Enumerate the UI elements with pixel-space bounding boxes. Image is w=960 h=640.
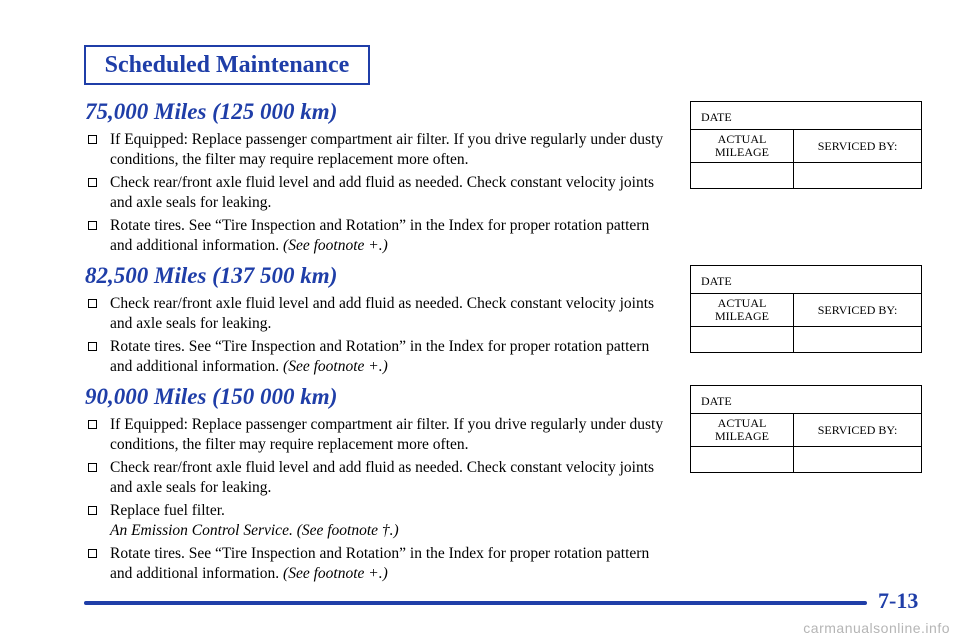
footer-divider bbox=[84, 601, 867, 605]
item-text: Rotate tires. See “Tire Inspection and Rotation” in the Index for proper rotation pattern and additional information. bbox=[110, 338, 650, 375]
log-mileage-entry[interactable] bbox=[691, 327, 794, 352]
item-text: Replace fuel filter. bbox=[110, 502, 225, 519]
checklist-item bbox=[85, 337, 665, 377]
service-log-table bbox=[690, 265, 922, 353]
maintenance-section bbox=[85, 383, 665, 587]
section-title: 82,500 Miles (137 500 km) bbox=[85, 263, 338, 288]
watermark: carmanualsonline.info bbox=[803, 620, 950, 636]
checkbox-icon[interactable] bbox=[88, 342, 97, 351]
log-date-cell[interactable] bbox=[691, 266, 921, 294]
page-title: Scheduled Maintenance bbox=[104, 51, 350, 78]
checkbox-icon[interactable] bbox=[88, 299, 97, 308]
checkbox-icon[interactable] bbox=[88, 463, 97, 472]
checklist-item bbox=[85, 173, 665, 213]
log-serviced-label: SERVICED BY: bbox=[817, 138, 898, 153]
checkbox-icon[interactable] bbox=[88, 178, 97, 187]
checklist-item bbox=[85, 501, 665, 541]
section-title: 75,000 Miles (125 000 km) bbox=[85, 99, 338, 124]
page-number: 7-13 bbox=[878, 588, 919, 613]
checklist-item bbox=[85, 294, 665, 334]
checklist-item bbox=[85, 216, 665, 256]
log-date-label: DATE bbox=[701, 394, 732, 408]
item-text: Rotate tires. See “Tire Inspection and Rotation” in the Index for proper rotation pattern and additional information. bbox=[110, 545, 650, 582]
checkbox-icon[interactable] bbox=[88, 549, 97, 558]
item-text: Check rear/front axle fluid level and add fluid as needed. Check constant velocity joints and axle seals for leaking. bbox=[110, 295, 655, 332]
item-text: Check rear/front axle fluid level and add fluid as needed. Check constant velocity joints and axle seals for leaking. bbox=[110, 459, 655, 496]
checkbox-icon[interactable] bbox=[88, 420, 97, 429]
checklist-item bbox=[85, 544, 665, 584]
checklist-item bbox=[85, 458, 665, 498]
log-serviced-entry[interactable] bbox=[794, 327, 921, 352]
item-note: (See footnote +.) bbox=[283, 237, 388, 254]
checkbox-icon[interactable] bbox=[88, 135, 97, 144]
log-serviced-label: SERVICED BY: bbox=[817, 302, 898, 317]
log-serviced-entry[interactable] bbox=[794, 447, 921, 472]
checkbox-icon[interactable] bbox=[88, 506, 97, 515]
checkbox-icon[interactable] bbox=[88, 221, 97, 230]
log-serviced-label: SERVICED BY: bbox=[817, 422, 898, 437]
service-log-table bbox=[690, 385, 922, 473]
service-log-table bbox=[690, 101, 922, 189]
item-note: (See footnote +.) bbox=[283, 565, 388, 582]
log-date-label: DATE bbox=[701, 110, 732, 124]
item-note: An Emission Control Service. (See footnote †.) bbox=[110, 522, 399, 539]
log-mileage-entry[interactable] bbox=[691, 163, 794, 188]
item-text: Rotate tires. See “Tire Inspection and Rotation” in the Index for proper rotation pattern and additional information. bbox=[110, 217, 650, 254]
maintenance-section bbox=[85, 98, 665, 259]
log-date-cell[interactable] bbox=[691, 386, 921, 414]
maintenance-section bbox=[85, 262, 665, 380]
section-title: 90,000 Miles (150 000 km) bbox=[85, 384, 338, 409]
item-text: Check rear/front axle fluid level and add fluid as needed. Check constant velocity joints and axle seals for leaking. bbox=[110, 174, 655, 211]
checklist-item bbox=[85, 415, 665, 455]
checklist-item bbox=[85, 130, 665, 170]
item-text: If Equipped: Replace passenger compartment air filter. If you drive regularly under dusty conditions, the filter may require replacement more often. bbox=[110, 416, 664, 453]
log-date-cell[interactable] bbox=[691, 102, 921, 130]
log-date-label: DATE bbox=[701, 274, 732, 288]
log-mileage-entry[interactable] bbox=[691, 447, 794, 472]
log-mileage-label: ACTUAL MILEAGE bbox=[691, 130, 794, 162]
log-mileage-label: ACTUAL MILEAGE bbox=[691, 294, 794, 326]
page-header bbox=[84, 45, 370, 85]
item-text: If Equipped: Replace passenger compartment air filter. If you drive regularly under dusty conditions, the filter may require replacement more often. bbox=[110, 131, 664, 168]
item-note: (See footnote +.) bbox=[283, 358, 388, 375]
log-mileage-label: ACTUAL MILEAGE bbox=[691, 414, 794, 446]
log-serviced-entry[interactable] bbox=[794, 163, 921, 188]
